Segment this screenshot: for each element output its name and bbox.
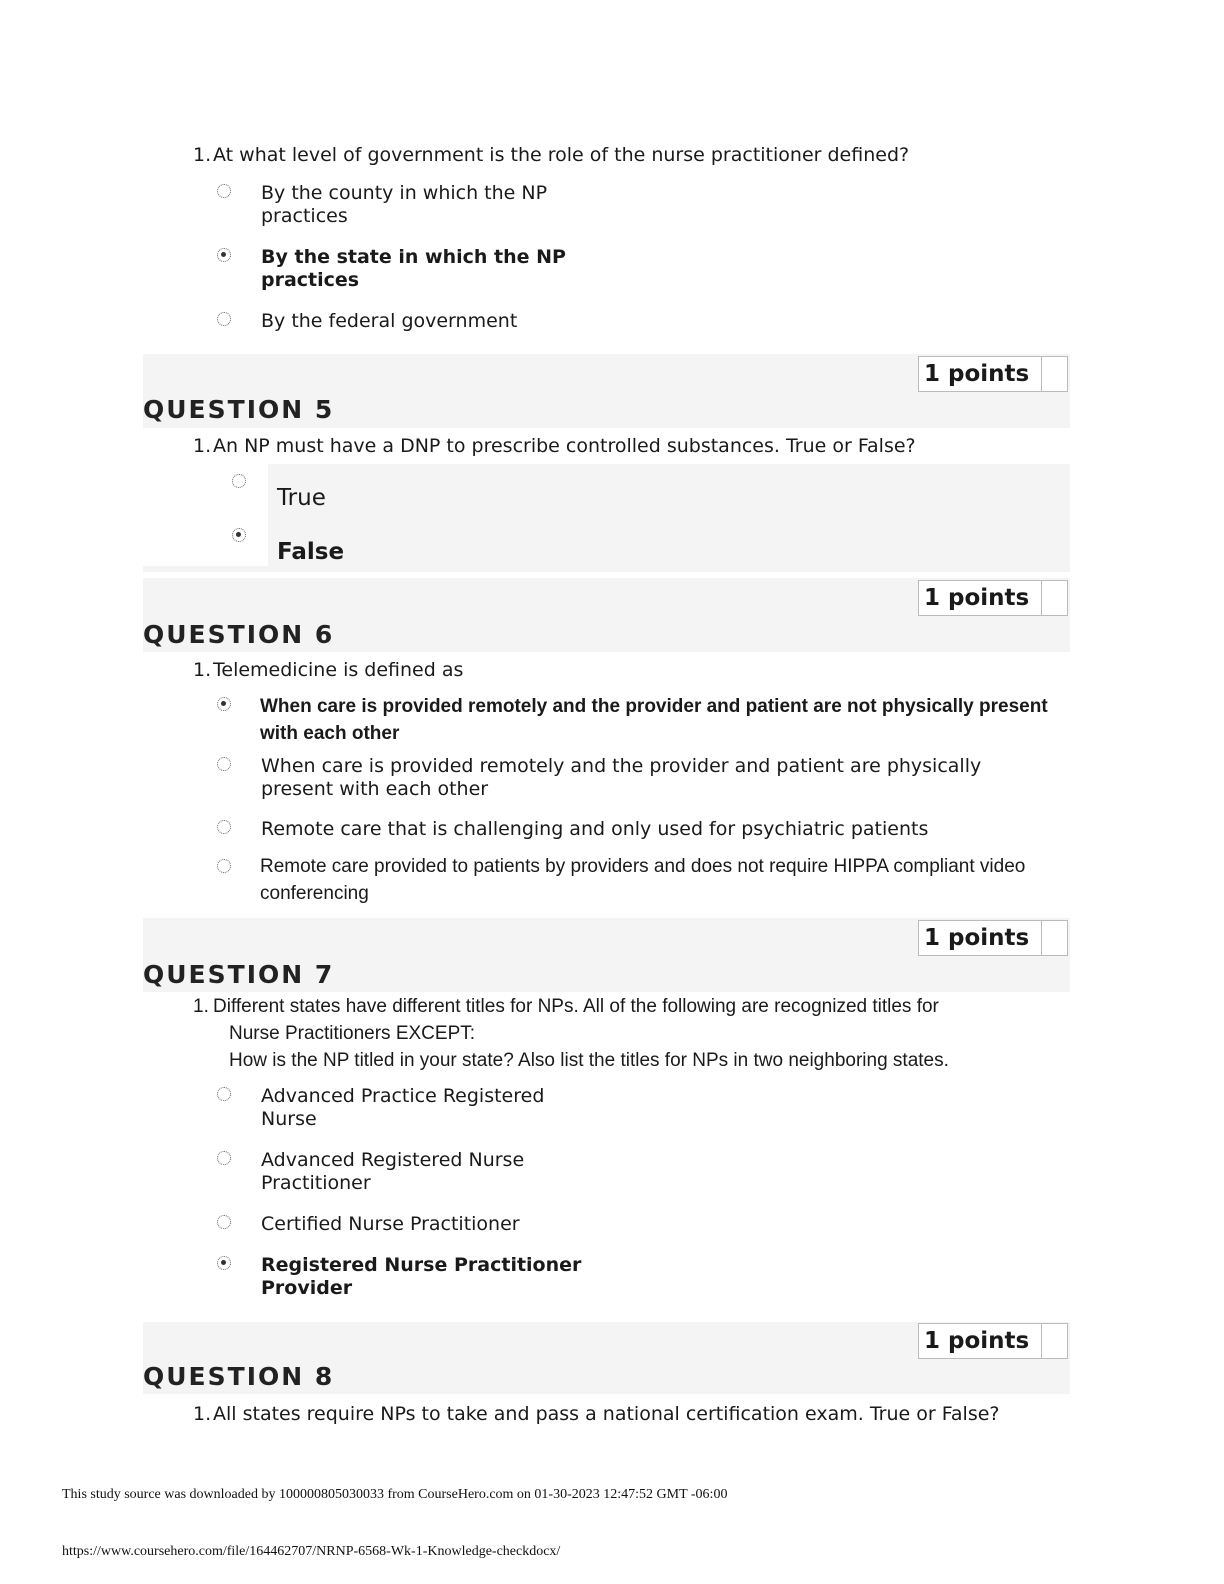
radio-unselected-icon[interactable] — [217, 184, 231, 198]
radio-unselected-icon[interactable] — [217, 820, 231, 834]
question-4-prompt: 1.At what level of government is the role of the nurse practitioner defined? — [193, 144, 910, 166]
question-8-heading: QUESTION 8 — [143, 1362, 335, 1391]
question-7-prompt: 1. Different states have different titles for NPs. All of the following are recognized titles for Nurse Practitioners EXCEPT: How is the NP titled in your state? Also list the titles for NPs in two neighboring states. — [193, 996, 949, 1071]
radio-selected-icon[interactable] — [217, 697, 231, 711]
question-5-prompt: 1.An NP must have a DNP to prescribe controlled substances. True or False? — [193, 435, 916, 457]
download-notice: This study source was downloaded by 100000805030033 from CourseHero.com on 01-30-2023 12:47:52 GMT -06:00 — [62, 1487, 728, 1502]
radio-selected-icon[interactable] — [217, 248, 231, 262]
points-box: 1 points — [918, 920, 1068, 956]
question-5-heading: QUESTION 5 — [143, 395, 335, 424]
radio-unselected-icon[interactable] — [217, 1215, 231, 1229]
radio-unselected-icon[interactable] — [232, 474, 246, 488]
points-box: 1 points — [918, 580, 1068, 616]
source-url[interactable]: https://www.coursehero.com/file/164462707/NRNP-6568-Wk-1-Knowledge-checkdocx/ — [62, 1544, 561, 1559]
question-6-prompt: 1.Telemedicine is defined as — [193, 659, 464, 681]
points-box: 1 points — [918, 1323, 1068, 1359]
question-8-prompt: 1.All states require NPs to take and pass a national certification exam. True or False? — [193, 1403, 1000, 1425]
question-6-heading: QUESTION 6 — [143, 620, 335, 649]
radio-unselected-icon[interactable] — [217, 757, 231, 771]
answer-panel — [268, 464, 1070, 568]
points-box: 1 points — [918, 356, 1068, 392]
radio-unselected-icon[interactable] — [217, 1151, 231, 1165]
radio-selected-icon[interactable] — [217, 1256, 231, 1270]
question-7-heading: QUESTION 7 — [143, 960, 335, 989]
radio-unselected-icon[interactable] — [217, 1087, 231, 1101]
points-cell — [1041, 921, 1067, 955]
radio-unselected-icon[interactable] — [217, 312, 231, 326]
points-cell — [1041, 1324, 1067, 1358]
radio-selected-icon[interactable] — [232, 528, 246, 542]
answer-panel-bottom — [143, 566, 1070, 572]
points-cell — [1041, 357, 1067, 391]
radio-unselected-icon[interactable] — [217, 859, 231, 873]
points-cell — [1041, 581, 1067, 615]
